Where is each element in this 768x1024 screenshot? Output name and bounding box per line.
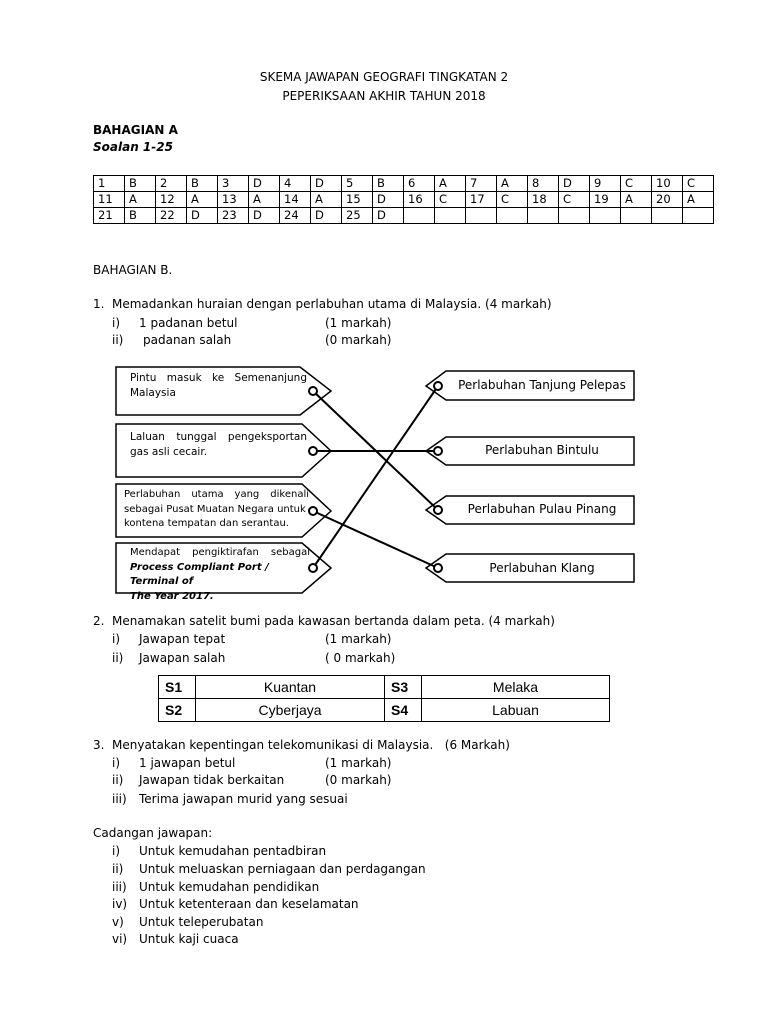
section-a-heading: BAHAGIAN A [93,123,178,137]
satellite-location: Melaka [422,676,610,699]
q1-criteria-mark: (1 markah) [325,316,392,330]
suggestion-num: v) [112,915,124,929]
answer-letter: A [621,192,652,208]
suggestions-heading: Cadangan jawapan: [93,826,213,840]
q3-text: Menyatakan kepentingan telekomunikasi di Malaysia. (6 Markah) [112,738,510,752]
question-number: 8 [528,176,559,192]
right-item-text: Perlabuhan Tanjung Pelepas [458,378,626,392]
question-number: 19 [590,192,621,208]
q2-criteria-text: Jawapan tepat [139,632,226,646]
suggestion-num: iii) [112,880,127,894]
left-ring [309,387,317,395]
answer-letter: A [683,192,714,208]
q3-criteria-mark: (0 markah) [325,773,392,787]
answer-letter: D [249,176,280,192]
q2-criteria-mark: ( 0 markah) [325,651,396,665]
answer-letter: D [187,208,218,224]
left-ring [309,447,317,455]
satellite-code: S1 [159,676,196,699]
satellite-location: Labuan [422,699,610,722]
q3-criteria-text: Terima jawapan murid yang sesuai [139,792,348,806]
answer-letter: C [435,192,466,208]
satellite-code: S2 [159,699,196,722]
question-number: 5 [342,176,373,192]
answer-letter: B [125,176,156,192]
q3-criteria-mark: (1 markah) [325,756,392,770]
satellite-code: S4 [385,699,422,722]
q3-criteria-num: ii) [112,773,124,787]
question-number: 10 [652,176,683,192]
satellite-location: Kuantan [196,676,385,699]
table-row [159,699,610,722]
answer-letter: A [435,176,466,192]
document-title: SKEMA JAWAPAN GEOGRAFI TINGKATAN 2 [259,70,509,84]
question-number: 1 [94,176,125,192]
q3-criteria-num: i) [112,756,121,770]
suggestion-num: vi) [112,932,128,946]
left-item-text: Laluan tunggal pengeksportan gas asli cecair. [130,431,307,458]
q2-criteria-mark: (1 markah) [325,632,392,646]
answer-letter: C [559,192,590,208]
question-number: 16 [404,192,435,208]
q2-number: 2. [93,614,105,628]
question-number: 14 [280,192,311,208]
q3-criteria-num: iii) [112,792,127,806]
suggestion-num: ii) [112,862,124,876]
answer-letter: A [497,176,528,192]
satellite-code: S3 [385,676,422,699]
answer-letter: B [373,176,404,192]
question-number: 25 [342,208,373,224]
section-b-heading: BAHAGIAN B. [93,263,173,277]
question-number: 24 [280,208,311,224]
question-number: 6 [404,176,435,192]
answer-letter: C [497,192,528,208]
answer-letter: D [311,176,342,192]
suggestion-num: i) [112,844,121,858]
right-item-text: Perlabuhan Klang [489,561,595,575]
answer-letter: D [373,192,404,208]
question-number: 12 [156,192,187,208]
right-ring [434,506,442,514]
q1-criteria-text: padanan salah [143,333,232,347]
left-item-text: Pintu masuk ke Semenanjung Malaysia [130,372,307,399]
answer-letter: D [373,208,404,224]
q1-number: 1. [93,297,105,311]
q1-criteria-num: ii) [112,333,124,347]
answer-letter: C [621,176,652,192]
question-number: 7 [466,176,497,192]
question-number: 9 [590,176,621,192]
right-item-text: Perlabuhan Bintulu [485,443,599,457]
left-ring [309,564,317,572]
q1-criteria-mark: (0 markah) [325,333,392,347]
document-subtitle: PEPERIKSAAN AKHIR TAHUN 2018 [282,89,486,103]
satellite-location: Cyberjaya [196,699,385,722]
answer-letter: A [125,192,156,208]
suggestion-num: iv) [112,897,128,911]
question-number: 22 [156,208,187,224]
question-number: 20 [652,192,683,208]
match-line [313,386,438,568]
question-number: 13 [218,192,249,208]
q1-criteria-text: 1 padanan betul [139,316,238,330]
suggestion-text: Untuk teleperubatan [139,915,264,929]
right-ring [434,382,442,390]
q2-text: Menamakan satelit bumi pada kawasan bertanda dalam peta. (4 markah) [112,614,555,628]
question-number: 17 [466,192,497,208]
right-ring [434,564,442,572]
right-ring [434,447,442,455]
question-number: 21 [94,208,125,224]
question-number: 15 [342,192,373,208]
q2-criteria-text: Jawapan salah [139,651,226,665]
answer-letter: D [559,176,590,192]
answer-letter: C [683,176,714,192]
left-item-text: Perlabuhan utama yang dikenali sebagai Pusat Muatan Negara untuk kontena tempatan dan serantau. [124,489,309,529]
section-a-subheading: Soalan 1-25 [93,140,173,154]
suggestion-text: Untuk kemudahan pentadbiran [139,844,327,858]
q2-criteria-num: ii) [112,651,124,665]
q3-criteria-text: Jawapan tidak berkaitan [139,773,285,787]
q1-criteria-num: i) [112,316,121,330]
answer-letter: A [187,192,218,208]
q3-criteria-text: 1 jawapan betul [139,756,236,770]
question-number: 3 [218,176,249,192]
question-number: 4 [280,176,311,192]
suggestion-text: Untuk ketenteraan dan keselamatan [139,897,359,911]
q3-number: 3. [93,738,105,752]
answer-letter: A [311,192,342,208]
question-number: 23 [218,208,249,224]
left-item-text: Mendapat pengiktirafan sebagai Process Compliant Port / Terminal of The Year 2017. [130,547,310,602]
suggestion-text: Untuk kaji cuaca [139,932,239,946]
answer-letter: B [187,176,218,192]
question-number: 2 [156,176,187,192]
table-row [159,676,610,699]
answer-letter: D [311,208,342,224]
q1-text: Memadankan huraian dengan perlabuhan utama di Malaysia. (4 markah) [112,297,552,311]
answer-letter: A [249,192,280,208]
right-item-text: Perlabuhan Pulau Pinang [467,502,617,516]
q2-criteria-num: i) [112,632,121,646]
question-number: 18 [528,192,559,208]
suggestion-text: Untuk kemudahan pendidikan [139,880,320,894]
suggestion-text: Untuk meluaskan perniagaan dan perdagangan [139,862,426,876]
satellite-table [158,675,610,722]
left-ring [309,507,317,515]
answer-letter: D [249,208,280,224]
question-number: 11 [94,192,125,208]
answer-letter: B [125,208,156,224]
